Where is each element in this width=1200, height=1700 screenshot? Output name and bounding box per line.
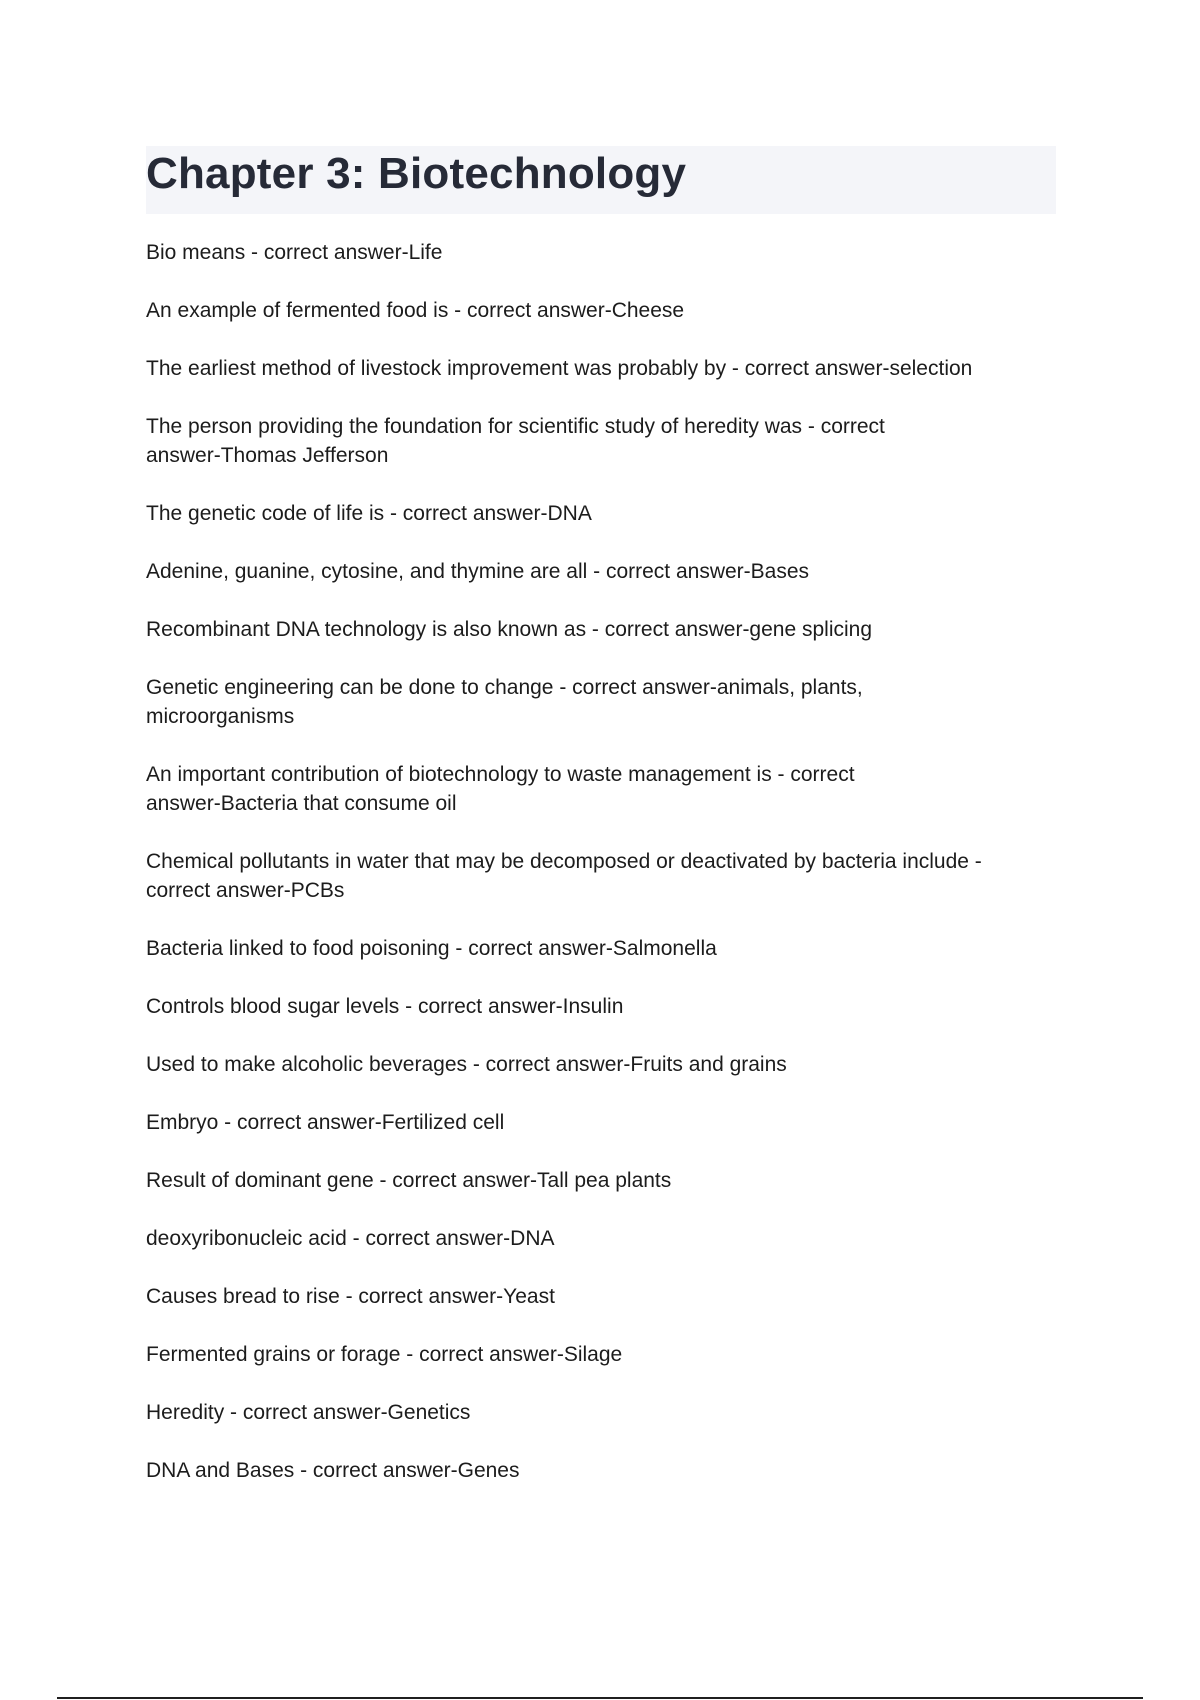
qa-item: DNA and Bases - correct answer-Genes [146, 1459, 520, 1482]
qa-item: Adenine, guanine, cytosine, and thymine are all - correct answer-Bases [146, 560, 810, 583]
qa-item: The person providing the foundation for scientific study of heredity was - correct answer-Thomas Jefferson [146, 415, 885, 467]
qa-item: deoxyribonucleic acid - correct answer-DNA [146, 1227, 555, 1250]
qa-item: Embryo - correct answer-Fertilized cell [146, 1111, 505, 1134]
qa-item: The genetic code of life is - correct answer-DNA [146, 502, 592, 525]
qa-item: An example of fermented food is - correct answer-Cheese [146, 299, 685, 322]
question-answer-list [146, 238, 1046, 1514]
qa-item: An important contribution of biotechnology to waste management is - correct answer-Bacteria that consume oil [146, 763, 855, 815]
qa-item: Genetic engineering can be done to change - correct answer-animals, plants, microorganisms [146, 676, 863, 728]
title-banner [146, 146, 1056, 214]
qa-item: Controls blood sugar levels - correct answer-Insulin [146, 995, 624, 1018]
qa-item: Fermented grains or forage - correct answer-Silage [146, 1343, 623, 1366]
qa-item: Chemical pollutants in water that may be decomposed or deactivated by bacteria include - correct answer-PCBs [146, 850, 982, 902]
qa-item: Result of dominant gene - correct answer-Tall pea plants [146, 1169, 672, 1192]
qa-item: Causes bread to rise - correct answer-Yeast [146, 1285, 555, 1308]
qa-item: Bacteria linked to food poisoning - correct answer-Salmonella [146, 937, 717, 960]
page-title: Chapter 3: Biotechnology [146, 149, 687, 198]
qa-item: Recombinant DNA technology is also known as - correct answer-gene splicing [146, 618, 873, 641]
footer-divider [57, 1697, 1143, 1699]
qa-item: Bio means - correct answer-Life [146, 241, 443, 264]
qa-item: The earliest method of livestock improvement was probably by - correct answer-selection [146, 357, 973, 380]
qa-item: Heredity - correct answer-Genetics [146, 1401, 471, 1424]
qa-item: Used to make alcoholic beverages - correct answer-Fruits and grains [146, 1053, 787, 1076]
